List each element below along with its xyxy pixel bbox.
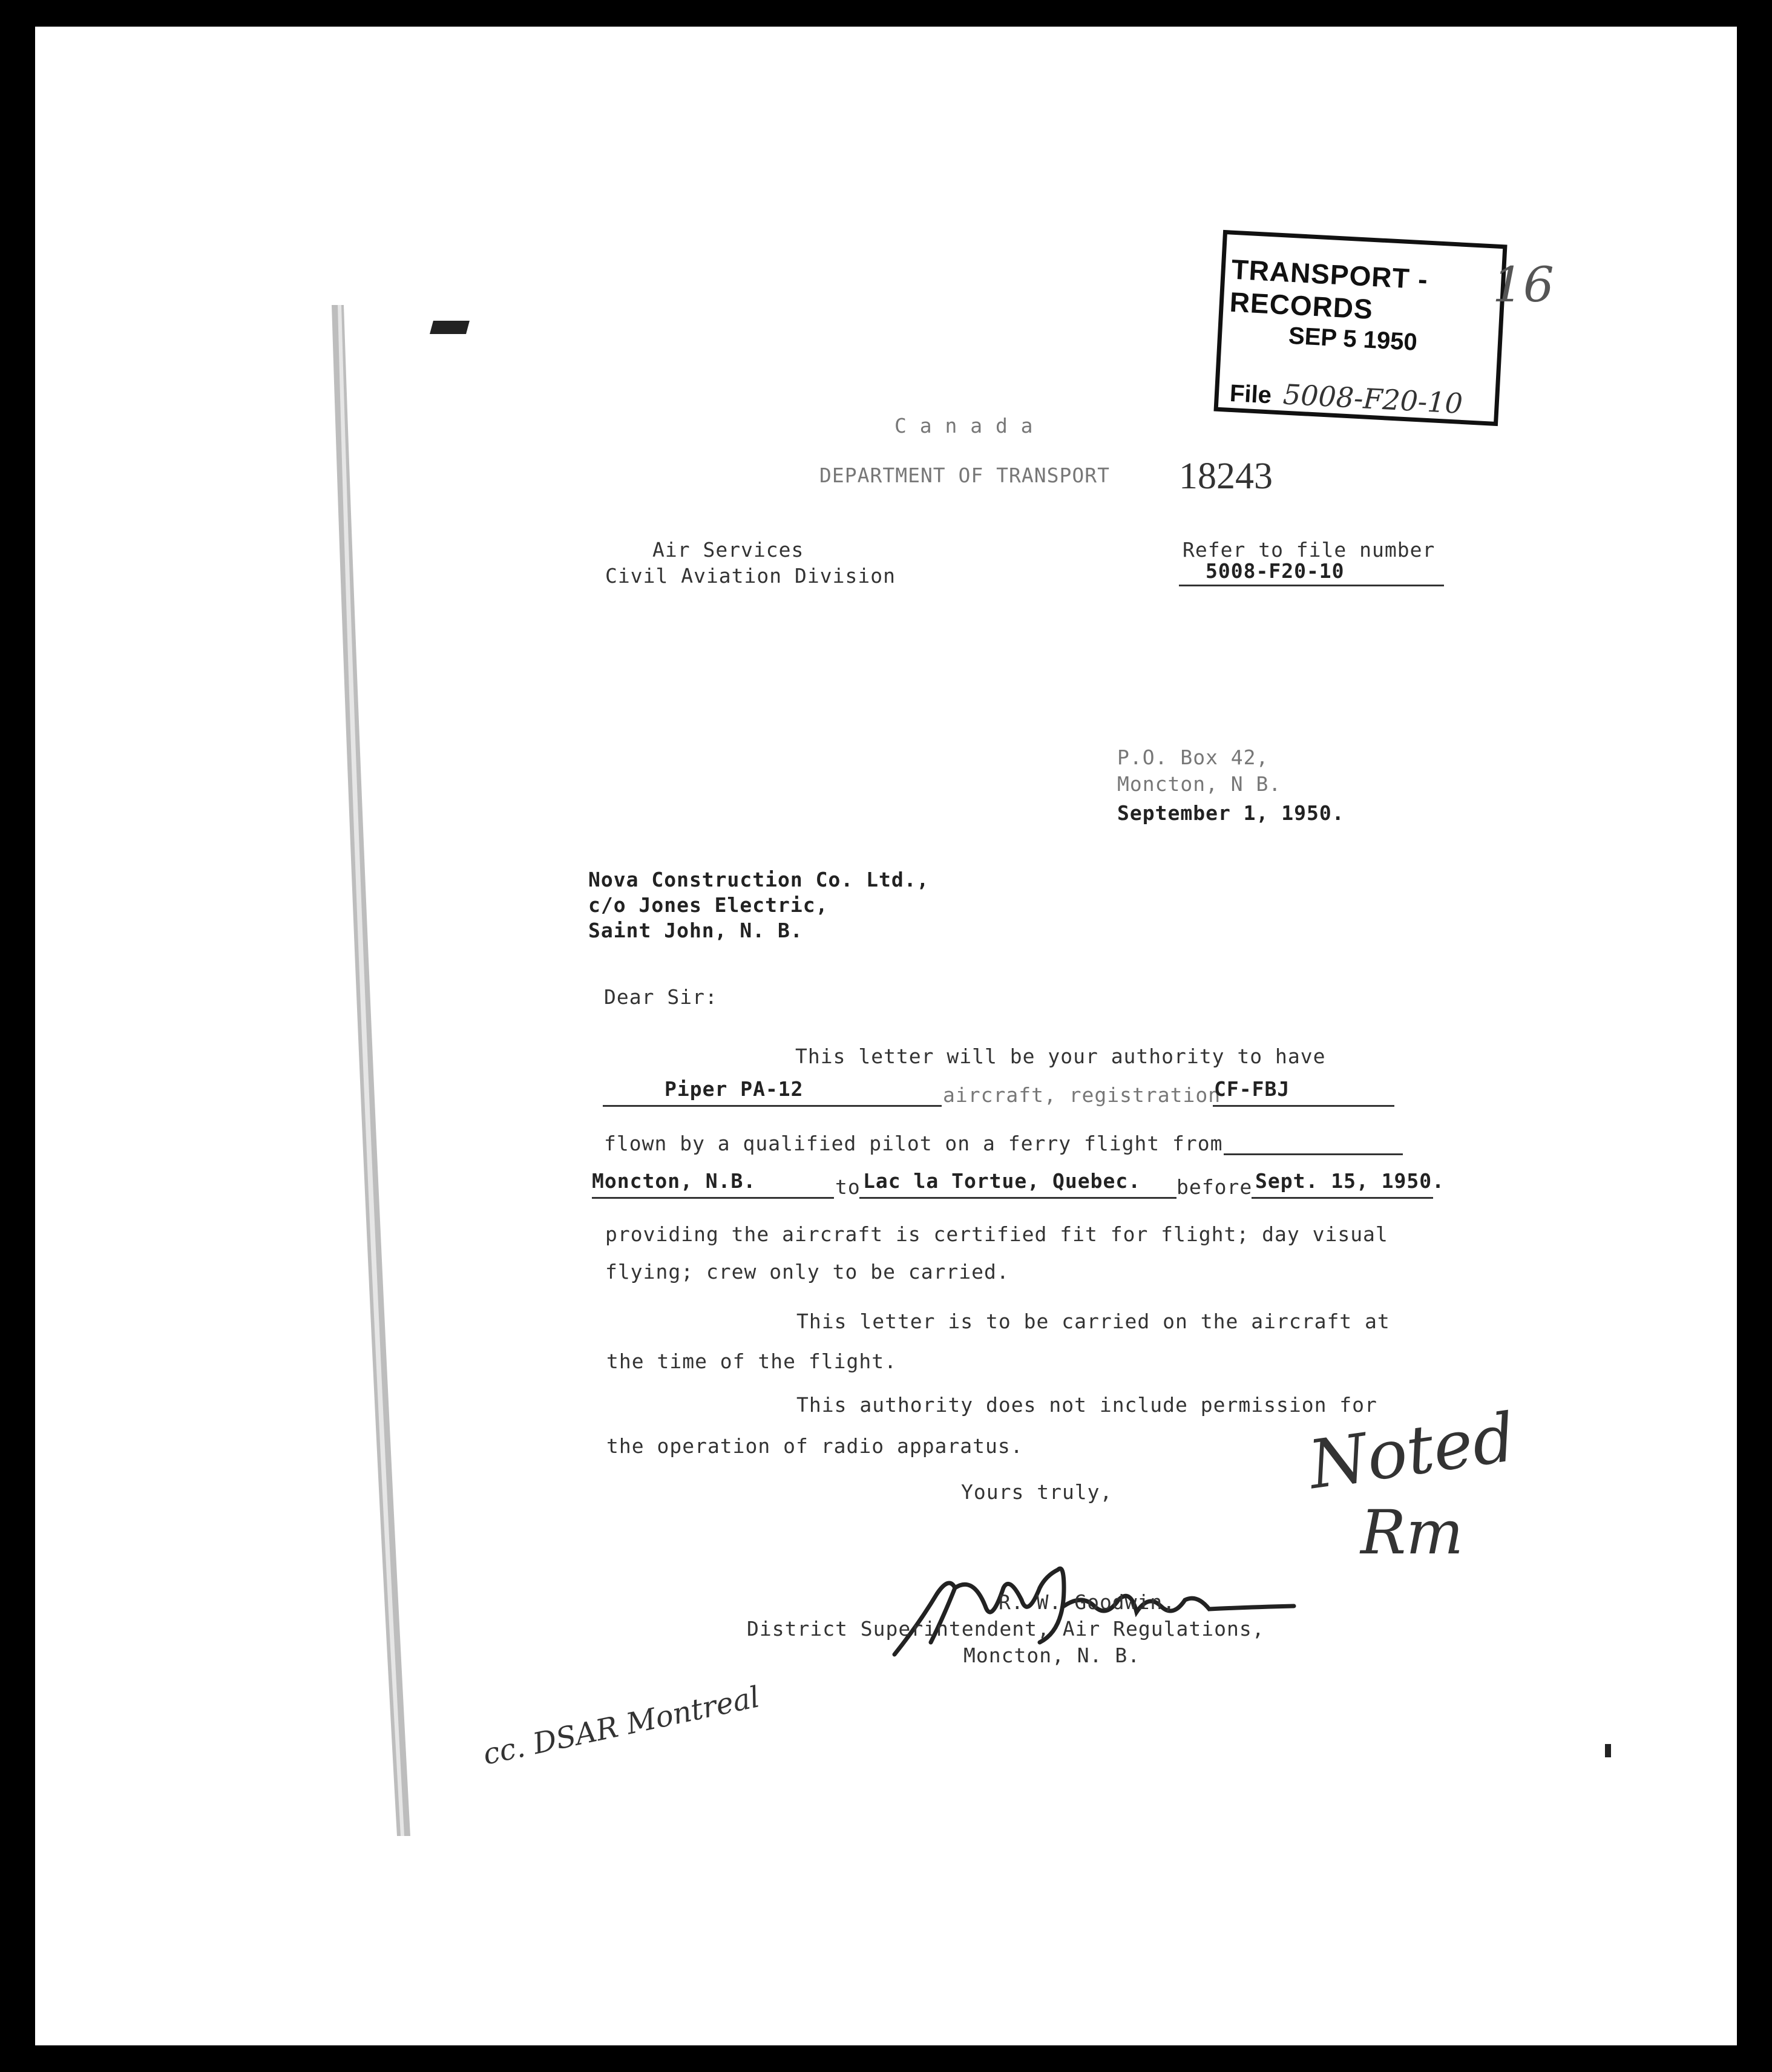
from-blank-field <box>1224 1126 1403 1155</box>
ink-speck <box>430 321 470 334</box>
stamp-file <box>1229 375 1463 420</box>
department-heading: DEPARTMENT OF TRANSPORT <box>819 464 1110 487</box>
from-place: Moncton, N.B. <box>592 1169 756 1193</box>
to-place: Lac la Tortue, Quebec. <box>863 1169 1141 1193</box>
aircraft-label: aircraft, registration <box>943 1083 1221 1107</box>
valediction: Yours truly, <box>961 1480 1113 1504</box>
city-line: Moncton, N B. <box>1117 772 1282 796</box>
document-number: 18243 <box>1179 456 1273 497</box>
document-page <box>35 27 1737 2045</box>
records-stamp <box>1213 230 1507 426</box>
letter-date: September 1, 1950. <box>1117 801 1345 825</box>
handwritten-initials: Rm <box>1360 1497 1464 1568</box>
paragraph-3-line-1: This authority does not include permission for <box>796 1393 1377 1417</box>
before-date: Sept. 15, 1950. <box>1255 1169 1445 1193</box>
aircraft-type-field <box>603 1077 942 1107</box>
po-box: P.O. Box 42, <box>1117 746 1269 769</box>
division-line-1: Air Services <box>652 538 804 562</box>
paragraph-1-line-1: This letter will be your authority to have <box>795 1044 1326 1068</box>
recipient-line-1: Nova Construction Co. Ltd., <box>588 868 930 891</box>
recipient-line-3: Saint John, N. B. <box>588 919 803 942</box>
refer-field <box>1179 559 1444 586</box>
edge-speck <box>1605 1744 1611 1757</box>
paragraph-1-line-6: flying; crew only to be carried. <box>605 1260 1009 1284</box>
stamp-header: TRANSPORT - RECORDS <box>1229 253 1429 326</box>
stamp-file-number: 5008-F20-10 <box>1282 378 1464 420</box>
before-date-field <box>1252 1169 1445 1199</box>
to-place-field <box>859 1169 1176 1199</box>
handwritten-noted: Noted <box>1304 1398 1520 1504</box>
signatory-location: Moncton, N. B. <box>963 1644 1141 1667</box>
signatory-name: R. W. Goodwin, <box>999 1590 1176 1614</box>
page-spine-shadow <box>320 305 416 1836</box>
handwritten-cc-note: cc. DSAR Montreal <box>480 1680 763 1772</box>
paragraph-1-line-5: providing the aircraft is certified fit for flight; day visual <box>605 1222 1388 1246</box>
registration-field <box>1213 1077 1394 1107</box>
stamp-file-label: File <box>1229 379 1273 409</box>
recipient-line-2: c/o Jones Electric, <box>588 893 829 917</box>
flown-text: flown by a qualified pilot on a ferry flight from <box>604 1132 1223 1155</box>
paragraph-3-line-2: the operation of radio apparatus. <box>606 1434 1023 1458</box>
country-heading: C a n a d a <box>894 414 1034 438</box>
paragraph-2-line-1: This letter is to be carried on the aircraft at <box>796 1310 1390 1333</box>
division-line-2: Civil Aviation Division <box>605 564 896 588</box>
from-place-field <box>592 1169 834 1199</box>
before-label: before <box>1176 1175 1253 1199</box>
registration: CF-FBJ <box>1214 1077 1290 1101</box>
salutation: Dear Sir: <box>604 985 718 1009</box>
refer-value: 5008-F20-10 <box>1206 559 1345 583</box>
stamp-date: SEP 5 1950 <box>1288 322 1418 356</box>
refer-label: Refer to file number <box>1183 538 1436 562</box>
to-label: to <box>835 1175 861 1199</box>
paragraph-2-line-2: the time of the flight. <box>606 1349 897 1373</box>
aircraft-type: Piper PA-12 <box>664 1077 804 1101</box>
margin-note: 16 <box>1492 257 1554 313</box>
signatory-title: District Superintendent, Air Regulations, <box>747 1617 1265 1641</box>
